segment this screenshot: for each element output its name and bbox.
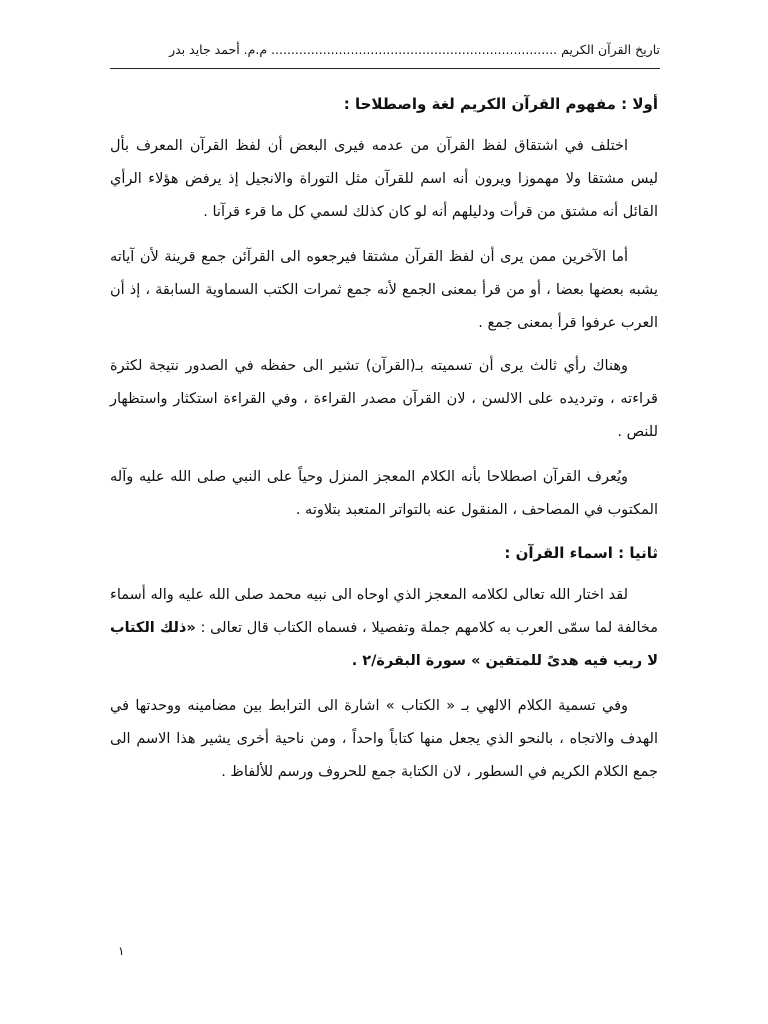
page-number: ١ [118,944,125,958]
names-intro-text: لقد اختار الله تعالى لكلامه المعجز الذي اوحاه الى نبيه محمد صلى الله عليه واله أسماء مخالفة لما سمّى العرب به كلامهم جملة وتفصيلا ، فسماه الكتاب قال تعالى : [110,587,658,636]
section-heading-definition: أولا : مفهوم القرآن الكريم لغة واصطلاحا : [343,95,658,113]
paragraph-third-opinion: وهناك رأي ثالث يرى أن تسميته بـ(القرآن) تشير الى حفظه في الصدور نتيجة لكثرة قراءته ، وترديده على الالسن ، لان القرآن مصدر القراءة ، وفي القراءة استكثار واستظهار للنص . [110,358,658,440]
author-name: م.م. أحمد جايد بدر [169,42,268,57]
header-dots: ........................................................................ [271,42,558,57]
paragraph-etymology: اختلف في اشتقاق لفظ القرآن من عدمه فيرى البعض أن لفظ القرآن المعرف بأل ليس مشتقا ولا مهموزا ويرون أنه اسم للقرآن مثل التوراة والانجيل إذ يرفض هؤلاء الرأي القائل أنه مشتق من قرأت ودليلهم أنه لو كان كذلك لسمي كل ما قرء قرآنا . [110,138,658,220]
section-heading-names: ثانيا : اسماء القرآن : [504,544,658,562]
book-title: تاريخ القرآن الكريم [561,42,660,57]
quran-quote: «ذلك الكتاب لا ريب فيه هدىً للمتقين » سورة البقرة/٢ . [110,620,658,669]
paragraph-kitab-meaning: وفي تسمية الكلام الالهي بـ « الكتاب » اشارة الى الترابط بين مضامينه ووحدتها في الهدف والاتجاه ، بالنحو الذي يجعل منها كتاباً واحداً ، ومن ناحية أخرى يشير هذا الاسم الى جمع الكلام الكريم في السطور ، لان الكتابة جمع للحروف ورسم للألفاظ . [110,698,658,780]
header-divider [110,68,660,69]
running-header [110,40,660,60]
paragraph-names-intro [110,579,658,678]
page-body [110,88,658,789]
paragraph-derivation: أما الآخرين ممن يرى أن لفظ القرآن مشتقا فيرجعوه الى القرآئن جمع قرينة لأن آياته يشبه بعضها بعضا ، أو من قرأ بمعنى الجمع لأنه جمع ثمرات الكتب السماوية السابقة ، إذ أن العرب عرفوا قرأ بمعنى جمع . [110,249,658,331]
paragraph-technical-definition: ويُعرف القرآن اصطلاحا بأنه الكلام المعجز المنزل وحياً على النبي صلى الله عليه وآله المكتوب في المصاحف ، المنقول عنه بالتواتر المتعبد بتلاوته . [110,469,658,518]
